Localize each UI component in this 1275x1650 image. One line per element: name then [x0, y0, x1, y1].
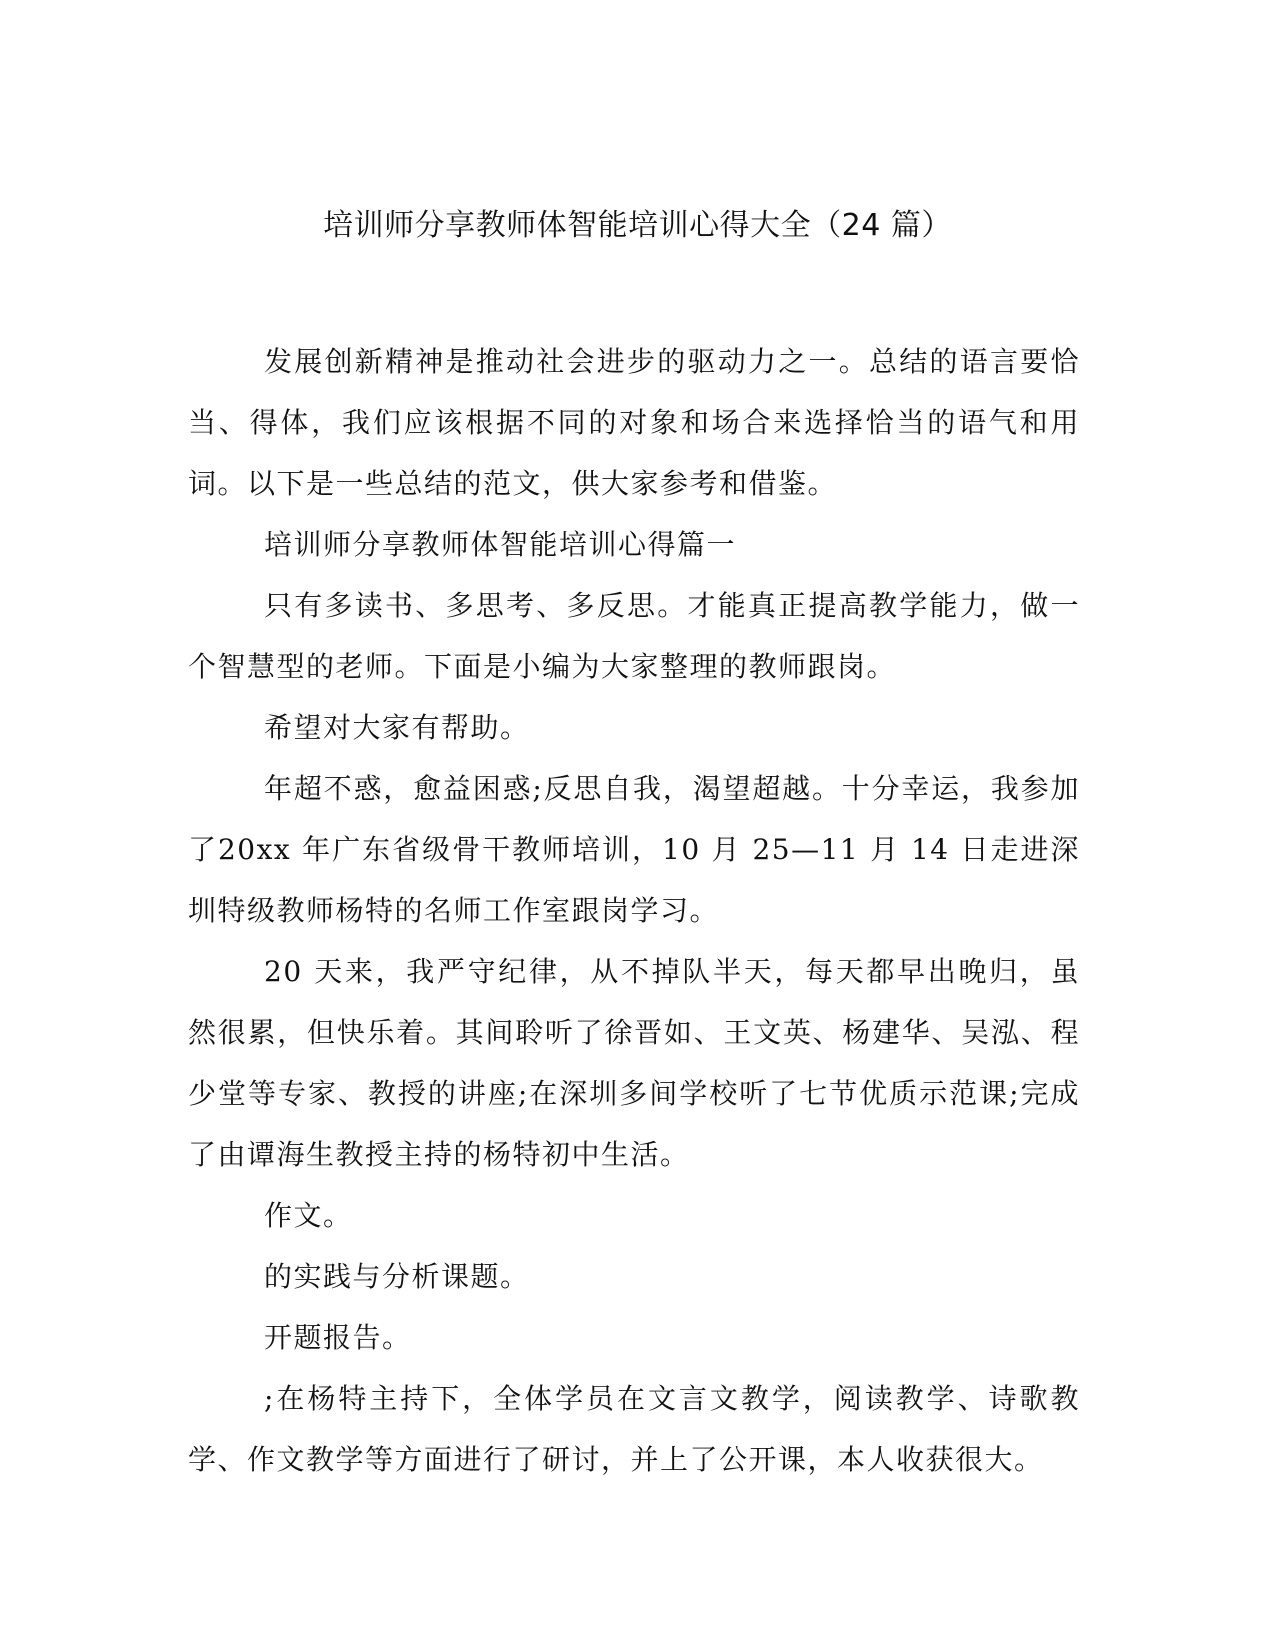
paragraph: 年超不惑，愈益困惑;反思自我，渴望超越。十分幸运，我参加了20xx 年广东省级骨干教师培训，10 月 25—11 月 14 日走进深圳特级教师杨特的名师工作室跟岗学习。 — [188, 772, 1080, 927]
document-body — [188, 331, 1080, 1490]
paragraph: 开题报告。 — [264, 1321, 412, 1354]
paragraph: 作文。 — [264, 1199, 353, 1232]
paragraph: ;在杨特主持下，全体学员在文言文教学，阅读教学、诗歌教学、作文教学等方面进行了研讨，并上了公开课，本人收获很大。 — [188, 1382, 1080, 1476]
paragraph: 希望对大家有帮助。 — [264, 711, 530, 744]
document-title: 培训师分享教师体智能培训心得大全（24 篇） — [323, 208, 952, 243]
paragraph-intro: 发展创新精神是推动社会进步的驱动力之一。总结的语言要恰当、得体，我们应该根据不同的对象和场合来选择恰当的语气和用词。以下是一些总结的范文，供大家参考和借鉴。 — [188, 345, 1080, 500]
paragraph: 的实践与分析课题。 — [264, 1260, 530, 1293]
paragraph: 只有多读书、多思考、多反思。才能真正提高教学能力，做一个智慧型的老师。下面是小编为大家整理的教师跟岗。 — [188, 589, 1080, 683]
section-heading: 培训师分享教师体智能培训心得篇一 — [264, 528, 737, 561]
paragraph: 20 天来，我严守纪律，从不掉队半天，每天都早出晚归，虽然很累，但快乐着。其间聆听了徐晋如、王文英、杨建华、吴泓、程少堂等专家、教授的讲座;在深圳多间学校听了七节优质示范课;完成了由谭海生教授主持的杨特初中生活。 — [188, 955, 1080, 1171]
